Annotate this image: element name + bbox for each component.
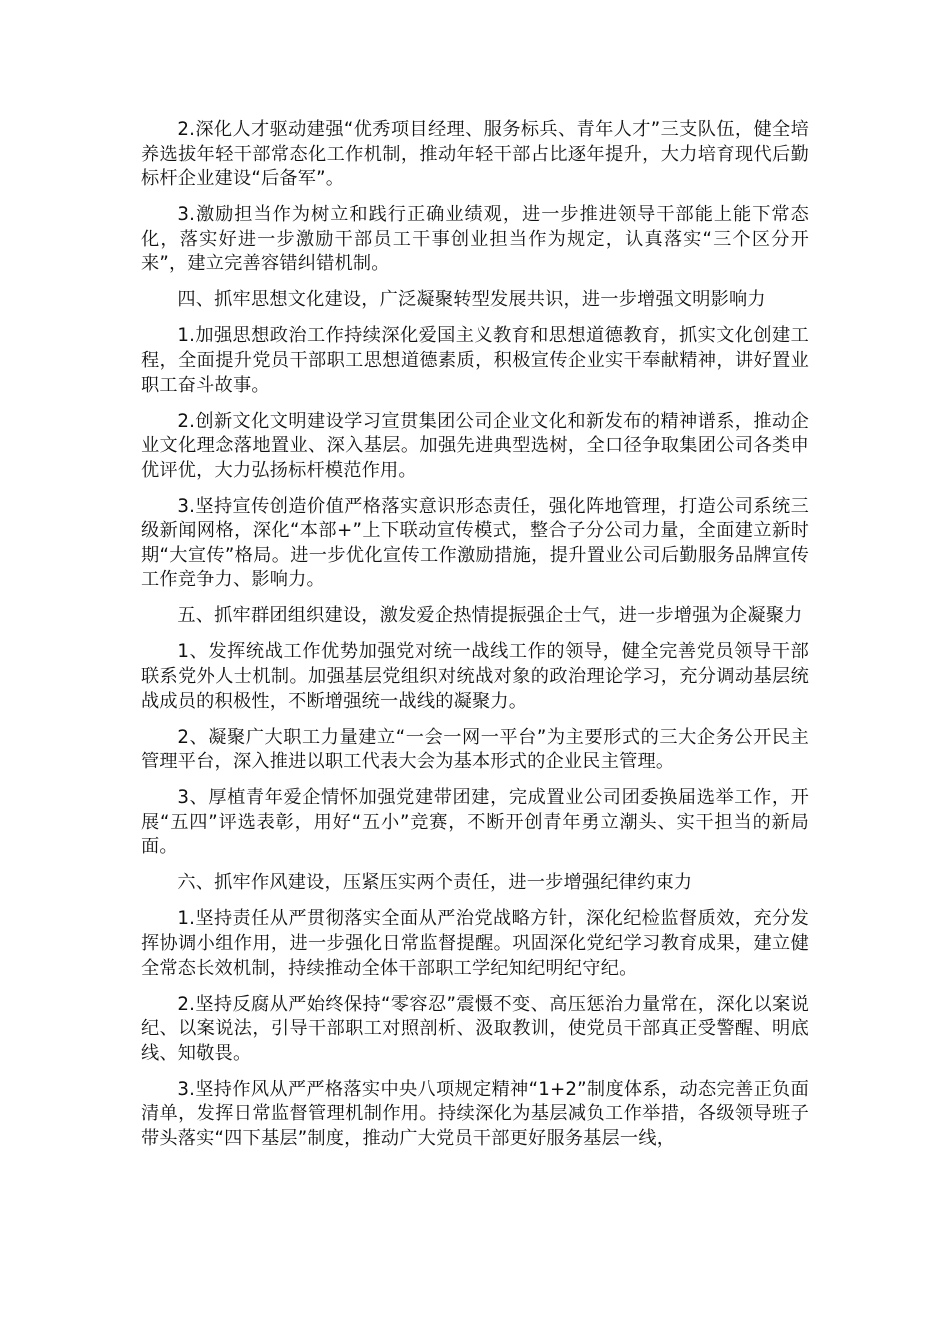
section-heading-mass-organizations: 五、抓牢群团组织建设，激发爱企热情提振强企士气，进一步增强为企凝聚力 bbox=[177, 605, 803, 627]
paragraph-publicity-value: 3.坚持宣传创造价值严格落实意识形态责任，强化阵地管理，打造公司系统三级新闻网格，深化“本部+”上下联动宣传模式，整合子分公司力量，全面建立新时期“大宣传”格局。进一步优化宣传工作激励措施，提升置业公司后勤服务品牌宣传工作竞争力、影响力。 bbox=[141, 495, 809, 591]
paragraph-strict-responsibility: 1.坚持责任从严贯彻落实全面从严治党战略方针，深化纪检监督质效，充分发挥协调小组作用，进一步强化日常监督提醒。巩固深化党纪学习教育成果，建立健全常态长效机制，持续推动全体干部职工学纪知纪明纪守纪。 bbox=[141, 908, 809, 979]
paragraph-talent-teams: 2.深化人才驱动建强“优秀项目经理、服务标兵、青年人才”三支队伍，健全培养选拔年轻干部常态化工作机制，推动年轻干部占比逐年提升，大力培育现代后勤标杆企业建设“后备军”。 bbox=[141, 119, 809, 190]
paragraph-incentive-responsibility: 3.激励担当作为树立和践行正确业绩观，进一步推进领导干部能上能下常态化，落实好进一步激励干部员工干事创业担当作为规定，认真落实“三个区分开来”，建立完善容错纠错机制。 bbox=[141, 204, 809, 275]
section-heading-work-style: 六、抓牢作风建设，压紧压实两个责任，进一步增强纪律约束力 bbox=[177, 872, 693, 894]
paragraph-youth-passion: 3、厚植青年爱企情怀加强党建带团建，完成置业公司团委换届选举工作，开展“五四”评选表彰，用好“五小”竞赛，不断开创青年勇立潮头、实干担当的新局面。 bbox=[141, 787, 809, 858]
paragraph-culture-innovation: 2.创新文化文明建设学习宣贯集团公司企业文化和新发布的精神谱系，推动企业文化理念落地置业、深入基层。加强先进典型选树，全口径争取集团公司各类申优评优，大力弘扬标杆模范作用。 bbox=[141, 410, 809, 481]
document-body bbox=[141, 118, 809, 1163]
paragraph-strict-style: 3.坚持作风从严严格落实中央八项规定精神“1+2”制度体系，动态完善正负面清单，发挥日常监督管理机制作用。持续深化为基层减负工作举措，各级领导班子带头落实“四下基层”制度，推动广大党员干部更好服务基层一线， bbox=[141, 1078, 809, 1149]
section-heading-culture: 四、抓牢思想文化建设，广泛凝聚转型发展共识，进一步增强文明影响力 bbox=[177, 289, 766, 311]
paragraph-united-front: 1、发挥统战工作优势加强党对统一战线工作的领导，健全完善党员领导干部联系党外人士机制。加强基层党组织对统战对象的政治理论学习，充分调动基层统战成员的积极性，不断增强统一战线的凝聚力。 bbox=[141, 641, 809, 712]
paragraph-worker-strength: 2、凝聚广大职工力量建立“一会一网一平台”为主要形式的三大企务公开民主管理平台，深入推进以职工代表大会为基本形式的企业民主管理。 bbox=[141, 726, 809, 773]
paragraph-anti-corruption: 2.坚持反腐从严始终保持“零容忍”震慑不变、高压惩治力量常在，深化以案说纪、以案说法，引导干部职工对照剖析、汲取教训，使党员干部真正受警醒、明底线、知敬畏。 bbox=[141, 993, 809, 1064]
paragraph-ideological-work: 1.加强思想政治工作持续深化爱国主义教育和思想道德教育，抓实文化创建工程，全面提升党员干部职工思想道德素质，积极宣传企业实干奉献精神，讲好置业职工奋斗故事。 bbox=[141, 325, 809, 396]
